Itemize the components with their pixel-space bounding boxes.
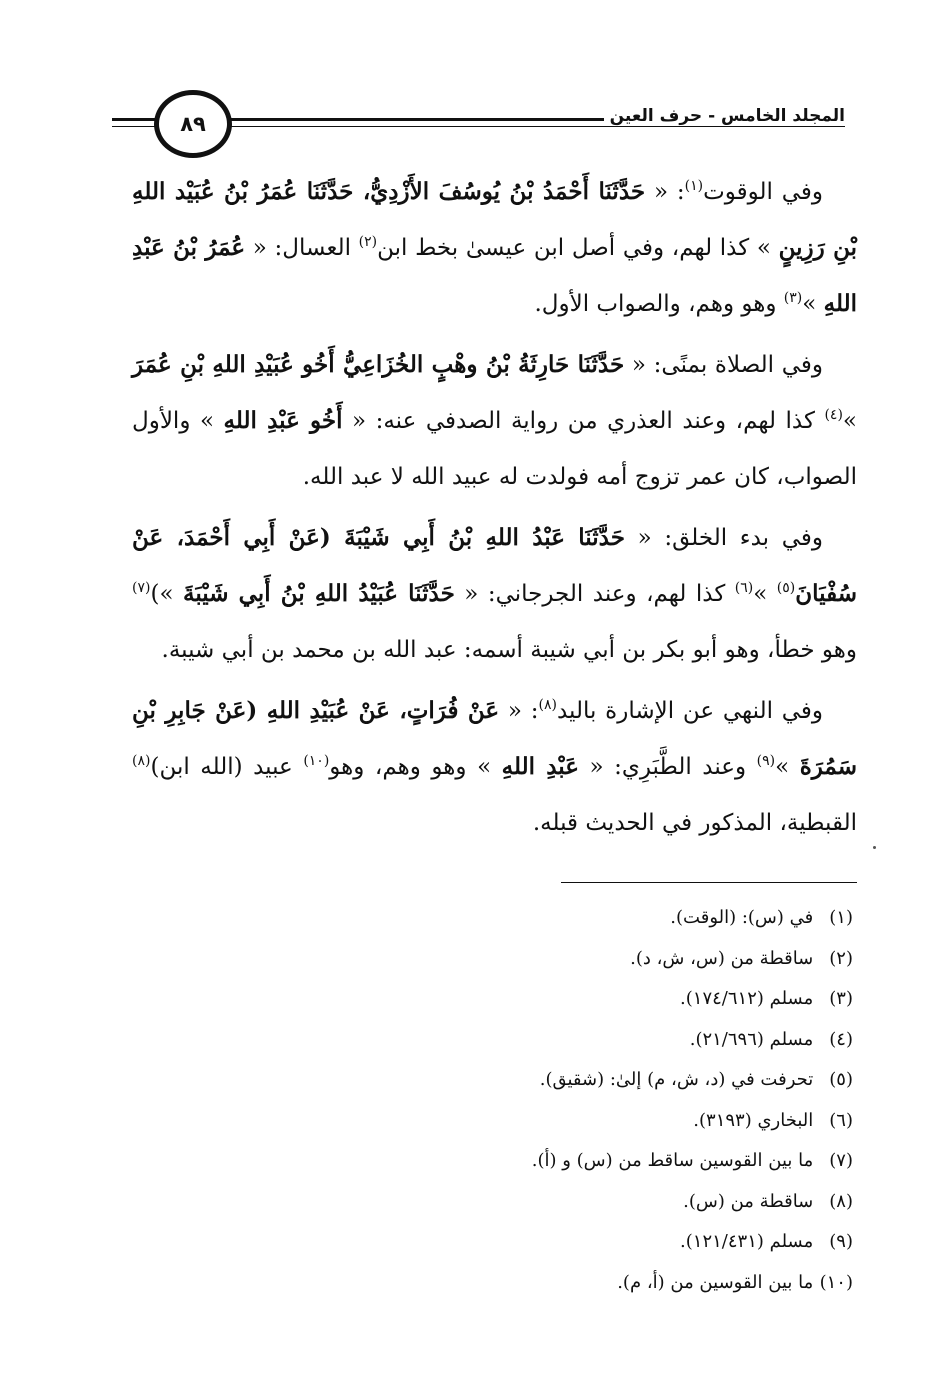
footnote-item	[133, 1020, 853, 1061]
footnote-text: البخاري (٣١٩٣).	[693, 1109, 814, 1131]
footnote-number: (٤)	[829, 1028, 853, 1050]
footnote-item	[133, 1263, 853, 1304]
text-run: وفي الصلاة بمنًى: «	[624, 352, 823, 378]
text-run: وفي بدء الخلق: «	[624, 525, 823, 551]
footnote-ref: (٨)	[538, 697, 557, 713]
text-run: وعند الطَّبَرِي: «	[578, 754, 757, 780]
footnote-number: (٧)	[829, 1150, 853, 1171]
text-run: وهو خطأ، وهو أبو بكر بن أبي شيبة أسمه: عبد الله بن محمد بن أبي شيبة.	[161, 637, 857, 663]
footnote-text: ما بين القوسين من (أ، م).	[617, 1271, 814, 1293]
hadith-quote: حَدَّثَنَا حَارِثَةُ بْنُ وهْبٍ الخُزَاعِيُّ أَخُو عُبَيْدِ اللهِ بْنِ عُمَرَ	[132, 351, 625, 378]
text-run: كذا لهم، وعند العذري من رواية الصدفي عنه: «	[342, 408, 825, 434]
footnote-ref: (٥)	[776, 580, 796, 596]
text-run: » والأول الصواب، كان عمر تزوج أمه فولدت له عبيد الله لا عبد الله.	[132, 408, 857, 490]
footnotes-list	[133, 898, 853, 1303]
footnote-ref: (٨)	[132, 753, 151, 769]
footnote-ref: (٩)	[756, 753, 776, 769]
footnote-item	[133, 1222, 853, 1263]
footnote-text: في (س): (الوقت).	[670, 907, 814, 928]
hadith-quote: حَدَّثَنَا عُبَيْدُ اللهِ بْنُ أَبِي شَيْبَةَ	[182, 580, 455, 607]
text-run: »	[753, 581, 777, 607]
footnote-number: (١٠)	[819, 1271, 853, 1293]
footnote-number: (١)	[829, 907, 853, 928]
text-run: »	[842, 408, 857, 434]
footnote-item	[133, 1060, 853, 1101]
footnote-separator	[561, 882, 857, 883]
paragraph	[132, 337, 857, 505]
hadith-quote: عَبْدِ اللهِ	[501, 753, 579, 780]
footnote-ref: (٣)	[783, 290, 803, 306]
footnote-text: ساقطة من (س، ش، د).	[630, 947, 814, 969]
footnote-item	[133, 1101, 853, 1142]
paragraph	[132, 510, 857, 678]
footnote-text: مسلم (١٢١/٤٣١).	[680, 1231, 814, 1252]
footnote-ref: (١٠)	[303, 753, 330, 769]
text-run: وفي الوقوت	[703, 179, 823, 205]
paragraph	[132, 164, 857, 332]
hadith-quote: حَدَّثَنَا أَحْمَدُ بْنُ يُوسُفَ الأَزْدِيُّ، حَدَّثَنَا عُمَرُ بْنُ عُبَيْد اللهِ بْنِ رَزِينٍ	[132, 178, 858, 261]
hadith-quote: حَدَّثَنَا عَبْدُ اللهِ بْنُ أَبِي شَيْبَةَ (عَنْ أَبِي أَحْمَدَ، عَنْ سُفْيَانَ	[132, 524, 857, 607]
footnote-item	[133, 979, 853, 1020]
footnote-number: (٨)	[829, 1190, 853, 1212]
text-run: »	[802, 291, 824, 317]
hadith-quote: أَخُو عَبْدِ اللهِ	[223, 407, 343, 434]
text-run: : «	[499, 698, 539, 724]
running-header	[112, 82, 845, 162]
header-title: المجلد الخامس - حرف العين	[604, 106, 845, 126]
text-run: القبطية، المذكور في الحديث قبله.	[532, 810, 857, 836]
margin-dot	[873, 846, 876, 849]
text-run: »)	[150, 581, 183, 607]
footnote-number: (٩)	[829, 1231, 853, 1252]
footnote-text: مسلم (٢١/٦٩٦).	[689, 1028, 814, 1050]
footnote-item	[133, 1182, 853, 1223]
text-run: كذا لهم، وعند الجرجاني: «	[454, 581, 735, 607]
footnote-number: (٢)	[829, 947, 853, 969]
footnote-number: (٦)	[829, 1109, 853, 1131]
footnote-text: مسلم (١٧٤/٦١٢).	[680, 988, 814, 1009]
footnote-text: تحرفت في (د، ش، م) إلىٰ: (شقيق).	[539, 1069, 814, 1090]
text-run: عبيد (الله ابن)	[150, 754, 304, 780]
footnote-ref: (١)	[684, 178, 704, 194]
footnote-ref: (٤)	[824, 407, 843, 423]
page-number-badge	[154, 90, 232, 158]
page-number: ٨٩	[180, 112, 206, 136]
text-run: وهو وهم، والصواب الأول.	[534, 291, 784, 317]
footnote-text: ساقطة من (س).	[683, 1190, 814, 1212]
text-run: وفي النهي عن الإشارة باليد	[556, 698, 824, 724]
footnote-item	[133, 1141, 853, 1182]
hadith-quote: عُمَرُ بْنُ عَبْدِ اللهِ	[132, 234, 857, 317]
paragraph	[132, 683, 857, 851]
footnote-text: ما بين القوسين ساقط من (س) و (أ).	[531, 1150, 814, 1171]
text-run: العسال: «	[245, 235, 359, 261]
footnote-ref: (٢)	[358, 234, 378, 250]
footnote-ref: (٧)	[132, 580, 151, 596]
main-text	[132, 164, 857, 856]
footnote-number: (٣)	[829, 988, 853, 1009]
footnote-ref: (٦)	[734, 580, 754, 596]
footnote-item	[133, 898, 853, 939]
hadith-quote: عَنْ فُرَاتٍ، عَنْ عُبَيْدِ اللهِ (عَنْ جَابِرِ بْنِ سَمُرَةَ	[132, 697, 857, 780]
text-run: : «	[645, 179, 685, 205]
text-run: »	[775, 754, 800, 780]
text-run: » كذا لهم، وفي أصل ابن عيسىٰ بخط ابن	[377, 235, 779, 261]
footnote-item	[133, 939, 853, 980]
text-run: » وهو وهم، وهو	[329, 754, 502, 780]
footnote-number: (٥)	[829, 1069, 853, 1090]
